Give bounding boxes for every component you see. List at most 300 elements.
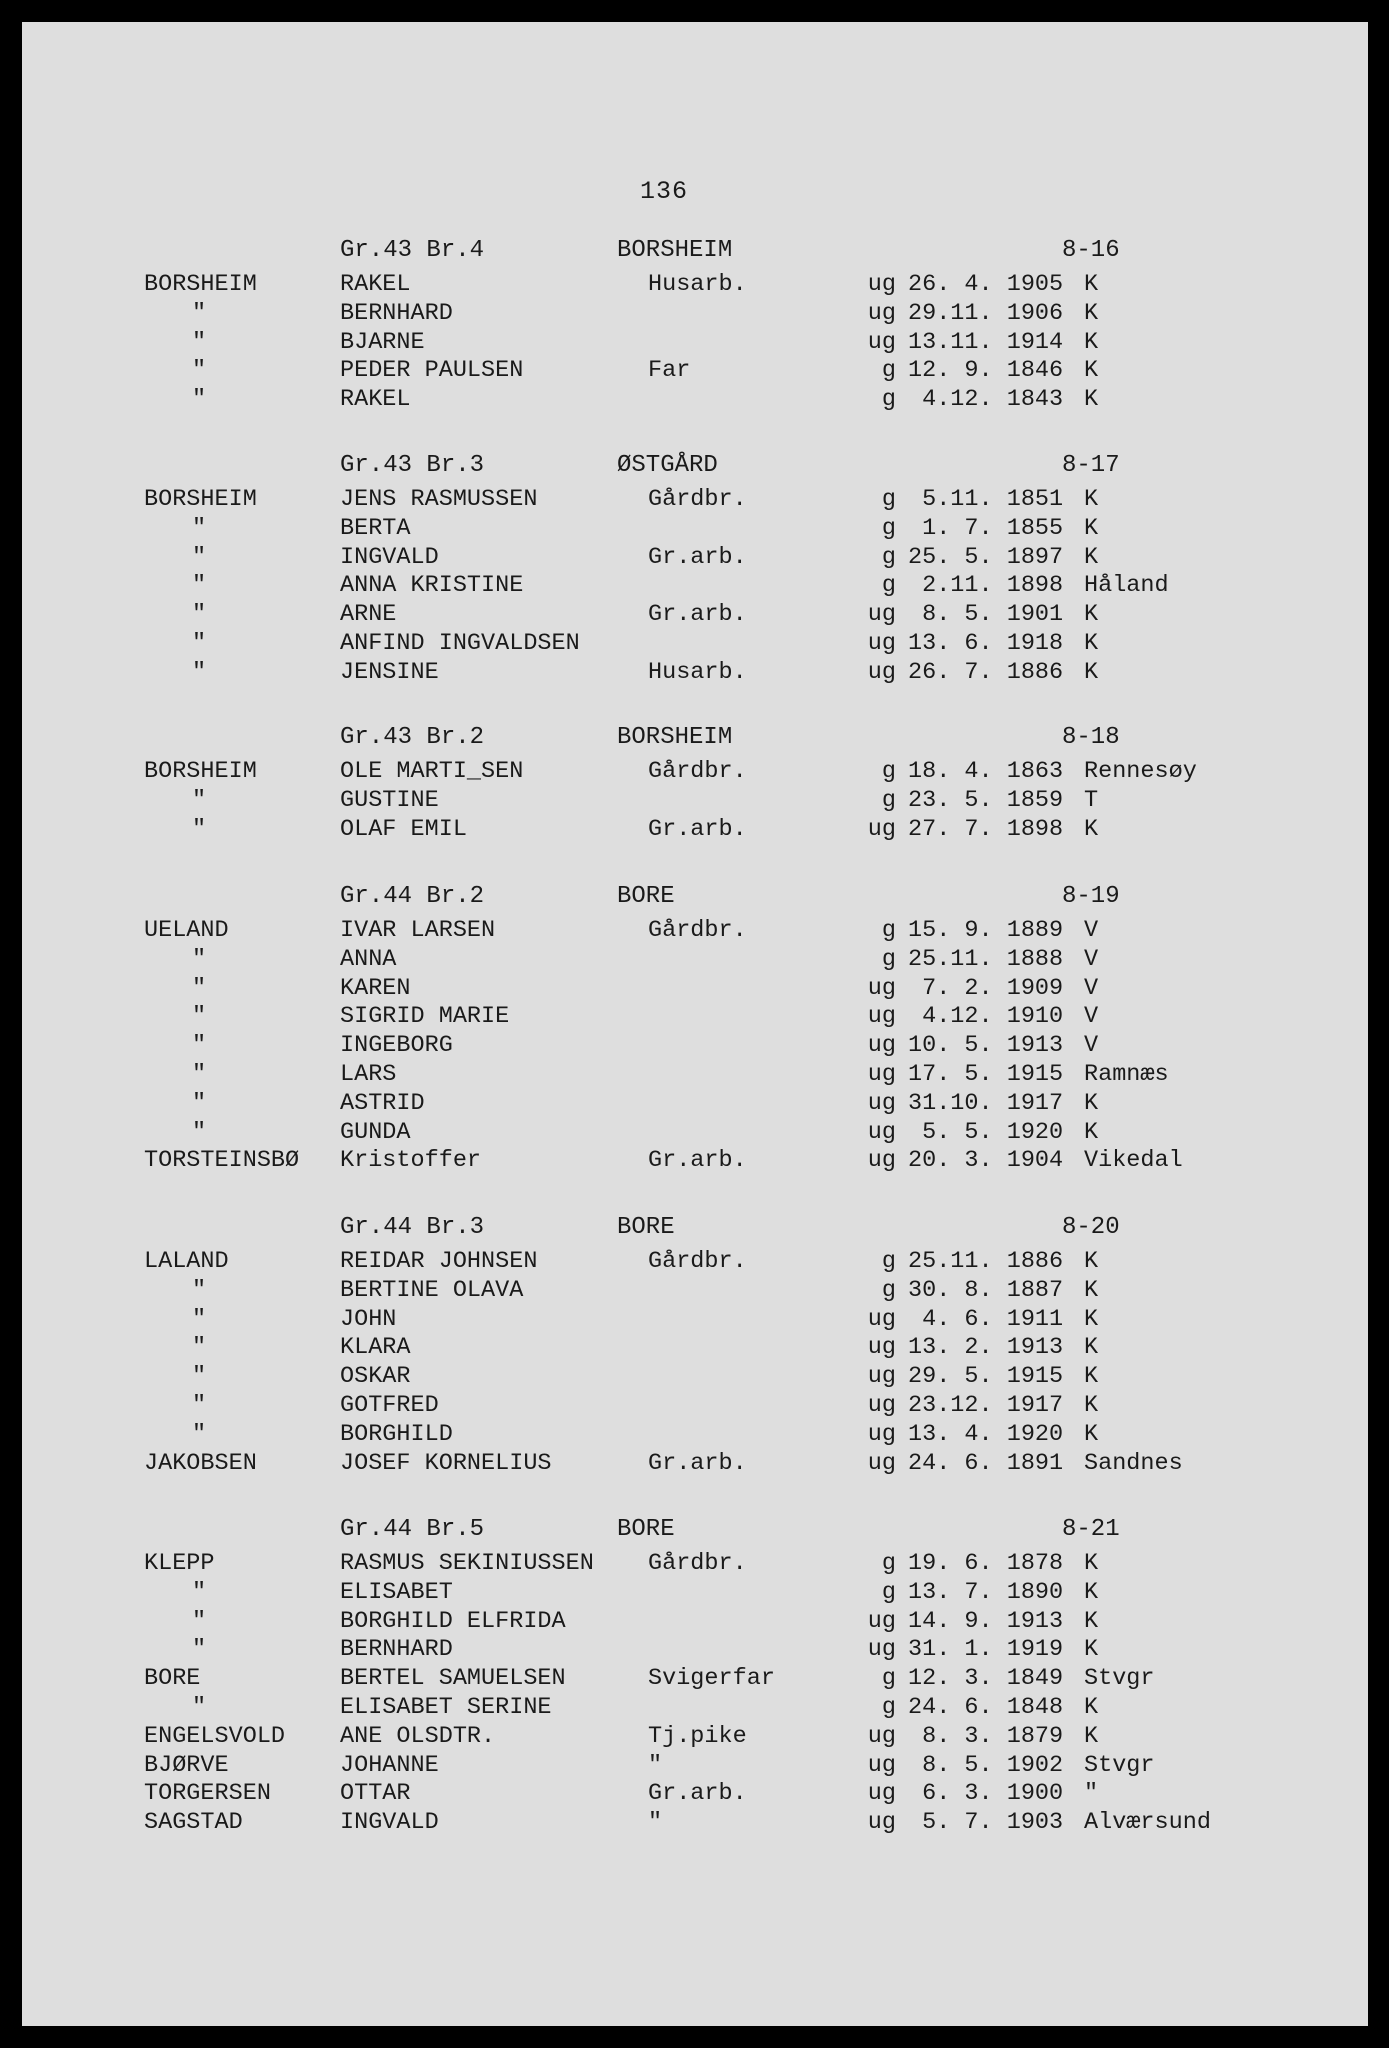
marital-status: g bbox=[881, 758, 896, 785]
occupation: Gårdbr. bbox=[648, 917, 747, 944]
given-name: BERTA bbox=[340, 514, 411, 542]
surname: KLEPP bbox=[144, 1550, 215, 1577]
person-row bbox=[22, 1392, 1368, 1421]
given-name: ARNE bbox=[340, 601, 397, 629]
given-name: GUSTINE bbox=[340, 786, 439, 814]
occupation: " bbox=[648, 1809, 663, 1837]
household-code: 8-17 bbox=[1062, 452, 1120, 479]
birth-date: 27. 7. 1898 bbox=[908, 815, 1064, 843]
birth-place: K bbox=[1084, 514, 1099, 542]
birth-date: 8. 5. 1902 bbox=[908, 1751, 1064, 1779]
surname: " bbox=[192, 328, 207, 356]
marital-status: g bbox=[881, 1248, 896, 1275]
person-row bbox=[22, 329, 1368, 358]
marital-status: g bbox=[881, 917, 896, 944]
given-name: ANNA KRISTINE bbox=[340, 572, 524, 600]
given-name: BORGHILD bbox=[340, 1420, 453, 1448]
surname: " bbox=[192, 1276, 207, 1304]
surname: " bbox=[192, 1032, 207, 1060]
birth-date: 4. 6. 1911 bbox=[908, 1305, 1064, 1333]
given-name: Kristoffer bbox=[340, 1147, 482, 1175]
occupation: Gr.arb. bbox=[648, 815, 747, 843]
household-code: 8-20 bbox=[1062, 1214, 1120, 1241]
person-row bbox=[22, 1277, 1368, 1306]
gr-br-number: Gr.44 Br.2 bbox=[340, 883, 485, 910]
surname: " bbox=[192, 1363, 207, 1391]
occupation: Husarb. bbox=[648, 658, 747, 686]
surname: " bbox=[192, 815, 207, 843]
marital-status: g bbox=[881, 543, 896, 571]
household-section bbox=[22, 452, 1368, 688]
birth-date: 10. 5. 1913 bbox=[908, 1032, 1064, 1060]
person-row bbox=[22, 917, 1368, 946]
given-name: RAKEL bbox=[340, 271, 411, 298]
surname: " bbox=[192, 974, 207, 1002]
surname: BORSHEIM bbox=[144, 486, 257, 513]
birth-date: 15. 9. 1889 bbox=[908, 917, 1064, 944]
given-name: JOHANNE bbox=[340, 1751, 439, 1779]
person-row bbox=[22, 1579, 1368, 1608]
occupation: Gr.arb. bbox=[648, 1449, 747, 1477]
gr-br-number: Gr.44 Br.5 bbox=[340, 1516, 485, 1543]
surname: BORSHEIM bbox=[144, 271, 257, 298]
surname: " bbox=[192, 1060, 207, 1088]
household-code: 8-19 bbox=[1062, 883, 1120, 910]
birth-date: 6. 3. 1900 bbox=[908, 1780, 1064, 1808]
marital-status: g bbox=[881, 1665, 896, 1693]
marital-status: g bbox=[881, 1550, 896, 1577]
person-row bbox=[22, 1119, 1368, 1148]
person-row bbox=[22, 787, 1368, 816]
section-header bbox=[22, 237, 1368, 271]
birth-place: V bbox=[1084, 945, 1099, 973]
surname: " bbox=[192, 1578, 207, 1606]
person-row bbox=[22, 659, 1368, 688]
section-header bbox=[22, 452, 1368, 486]
marital-status: ug bbox=[867, 1751, 896, 1779]
given-name: KAREN bbox=[340, 974, 411, 1002]
person-row bbox=[22, 1003, 1368, 1032]
surname: " bbox=[192, 629, 207, 657]
marital-status: ug bbox=[867, 1449, 896, 1477]
surname: " bbox=[192, 601, 207, 629]
person-row bbox=[22, 1306, 1368, 1335]
surname: " bbox=[192, 386, 207, 414]
surname: " bbox=[192, 543, 207, 571]
marital-status: ug bbox=[867, 658, 896, 686]
birth-place: K bbox=[1084, 486, 1099, 513]
given-name: ANFIND INGVALDSEN bbox=[340, 629, 580, 657]
marital-status: g bbox=[881, 1693, 896, 1721]
birth-place: K bbox=[1084, 1693, 1099, 1721]
given-name: BJARNE bbox=[340, 328, 425, 356]
marital-status: ug bbox=[867, 1363, 896, 1391]
birth-date: 4.12. 1843 bbox=[908, 386, 1064, 414]
gr-br-number: Gr.43 Br.4 bbox=[340, 237, 485, 264]
occupation: Gårdbr. bbox=[648, 1248, 747, 1275]
birth-date: 31. 1. 1919 bbox=[908, 1636, 1064, 1664]
person-row bbox=[22, 1780, 1368, 1809]
person-row bbox=[22, 1665, 1368, 1694]
marital-status: ug bbox=[867, 1420, 896, 1448]
marital-status: g bbox=[881, 786, 896, 814]
given-name: BORGHILD ELFRIDA bbox=[340, 1607, 566, 1635]
person-row bbox=[22, 1061, 1368, 1090]
given-name: INGEBORG bbox=[340, 1032, 453, 1060]
birth-date: 25.11. 1886 bbox=[908, 1248, 1064, 1275]
marital-status: ug bbox=[867, 1722, 896, 1750]
section-header bbox=[22, 1516, 1368, 1550]
person-row bbox=[22, 1032, 1368, 1061]
birth-place: K bbox=[1084, 1636, 1099, 1664]
birth-place: K bbox=[1084, 1118, 1099, 1146]
marital-status: ug bbox=[867, 1334, 896, 1362]
birth-place: K bbox=[1084, 1363, 1099, 1391]
marital-status: g bbox=[881, 357, 896, 385]
birth-place: K bbox=[1084, 1248, 1099, 1275]
surname: " bbox=[192, 1003, 207, 1031]
birth-place: K bbox=[1084, 386, 1099, 414]
birth-date: 23. 5. 1859 bbox=[908, 786, 1064, 814]
person-row bbox=[22, 1809, 1368, 1838]
given-name: ELISABET bbox=[340, 1578, 453, 1606]
birth-date: 1. 7. 1855 bbox=[908, 514, 1064, 542]
birth-place: K bbox=[1084, 1722, 1099, 1750]
marital-status: ug bbox=[867, 1780, 896, 1808]
birth-place: K bbox=[1084, 1420, 1099, 1448]
person-row bbox=[22, 544, 1368, 573]
birth-place: K bbox=[1084, 328, 1099, 356]
birth-date: 29.11. 1906 bbox=[908, 299, 1064, 327]
person-row bbox=[22, 1550, 1368, 1579]
surname: " bbox=[192, 1693, 207, 1721]
marital-status: ug bbox=[867, 1636, 896, 1664]
birth-date: 2.11. 1898 bbox=[908, 572, 1064, 600]
given-name: BERNHARD bbox=[340, 299, 453, 327]
given-name: ASTRID bbox=[340, 1089, 425, 1117]
given-name: RAKEL bbox=[340, 386, 411, 414]
person-row bbox=[22, 758, 1368, 787]
person-row bbox=[22, 630, 1368, 659]
marital-status: g bbox=[881, 386, 896, 414]
given-name: OLAF EMIL bbox=[340, 815, 467, 843]
surname: " bbox=[192, 1607, 207, 1635]
birth-place: Alværsund bbox=[1084, 1809, 1211, 1837]
marital-status: g bbox=[881, 572, 896, 600]
person-row bbox=[22, 1147, 1368, 1176]
surname: JAKOBSEN bbox=[144, 1449, 257, 1477]
birth-date: 26. 7. 1886 bbox=[908, 658, 1064, 686]
given-name: BERNHARD bbox=[340, 1636, 453, 1664]
household-section bbox=[22, 1516, 1368, 1838]
marital-status: ug bbox=[867, 1118, 896, 1146]
birth-place: Rennesøy bbox=[1084, 758, 1197, 785]
farm-name: ØSTGÅRD bbox=[617, 452, 718, 479]
given-name: INGVALD bbox=[340, 543, 439, 571]
given-name: OSKAR bbox=[340, 1363, 411, 1391]
surname: " bbox=[192, 1305, 207, 1333]
occupation: Svigerfar bbox=[648, 1665, 775, 1693]
birth-place: K bbox=[1084, 1391, 1099, 1419]
person-row bbox=[22, 300, 1368, 329]
marital-status: g bbox=[881, 1276, 896, 1304]
marital-status: ug bbox=[867, 815, 896, 843]
birth-place: K bbox=[1084, 1607, 1099, 1635]
marital-status: g bbox=[881, 1578, 896, 1606]
birth-place: V bbox=[1084, 917, 1099, 944]
given-name: RASMUS SEKINIUSSEN bbox=[340, 1550, 594, 1577]
surname: BORSHEIM bbox=[144, 758, 257, 785]
given-name: JENSINE bbox=[340, 658, 439, 686]
birth-date: 12. 9. 1846 bbox=[908, 357, 1064, 385]
given-name: GOTFRED bbox=[340, 1391, 439, 1419]
given-name: INGVALD bbox=[340, 1809, 439, 1837]
section-header bbox=[22, 1214, 1368, 1248]
birth-place: K bbox=[1084, 1089, 1099, 1117]
birth-place: K bbox=[1084, 271, 1099, 298]
person-row bbox=[22, 816, 1368, 845]
birth-place: V bbox=[1084, 1003, 1099, 1031]
household-code: 8-18 bbox=[1062, 724, 1120, 751]
birth-place: Ramnæs bbox=[1084, 1060, 1169, 1088]
marital-status: ug bbox=[867, 299, 896, 327]
person-row bbox=[22, 1636, 1368, 1665]
birth-place: K bbox=[1084, 1334, 1099, 1362]
farm-name: BORSHEIM bbox=[617, 724, 733, 751]
given-name: JOHN bbox=[340, 1305, 397, 1333]
gr-br-number: Gr.43 Br.2 bbox=[340, 724, 485, 751]
person-row bbox=[22, 515, 1368, 544]
marital-status: ug bbox=[867, 328, 896, 356]
surname: " bbox=[192, 658, 207, 686]
person-row bbox=[22, 1723, 1368, 1752]
marital-status: ug bbox=[867, 1089, 896, 1117]
marital-status: ug bbox=[867, 974, 896, 1002]
person-row bbox=[22, 1608, 1368, 1637]
given-name: ANE OLSDTR. bbox=[340, 1722, 496, 1750]
birth-date: 7. 2. 1909 bbox=[908, 974, 1064, 1002]
farm-name: BORE bbox=[617, 1214, 675, 1241]
marital-status: ug bbox=[867, 1032, 896, 1060]
surname: TORGERSEN bbox=[144, 1780, 271, 1808]
surname: " bbox=[192, 299, 207, 327]
given-name: ELISABET SERINE bbox=[340, 1693, 552, 1721]
birth-date: 5.11. 1851 bbox=[908, 486, 1064, 513]
surname: BJØRVE bbox=[144, 1751, 229, 1779]
surname: " bbox=[192, 357, 207, 385]
person-row bbox=[22, 357, 1368, 386]
section-header bbox=[22, 724, 1368, 758]
marital-status: ug bbox=[867, 1305, 896, 1333]
birth-place: Stvgr bbox=[1084, 1665, 1155, 1693]
birth-date: 13.11. 1914 bbox=[908, 328, 1064, 356]
birth-place: V bbox=[1084, 974, 1099, 1002]
person-row bbox=[22, 1752, 1368, 1781]
birth-date: 17. 5. 1915 bbox=[908, 1060, 1064, 1088]
birth-date: 14. 9. 1913 bbox=[908, 1607, 1064, 1635]
given-name: SIGRID MARIE bbox=[340, 1003, 510, 1031]
given-name: KLARA bbox=[340, 1334, 411, 1362]
birth-date: 8. 3. 1879 bbox=[908, 1722, 1064, 1750]
surname: LALAND bbox=[144, 1248, 229, 1275]
household-code: 8-16 bbox=[1062, 237, 1120, 264]
birth-date: 13. 4. 1920 bbox=[908, 1420, 1064, 1448]
given-name: JOSEF KORNELIUS bbox=[340, 1449, 552, 1477]
person-row bbox=[22, 946, 1368, 975]
person-row bbox=[22, 1694, 1368, 1723]
occupation: Gårdbr. bbox=[648, 486, 747, 513]
given-name: LARS bbox=[340, 1060, 397, 1088]
birth-date: 13. 6. 1918 bbox=[908, 629, 1064, 657]
household-code: 8-21 bbox=[1062, 1516, 1120, 1543]
person-row bbox=[22, 486, 1368, 515]
gr-br-number: Gr.43 Br.3 bbox=[340, 452, 485, 479]
birth-place: K bbox=[1084, 1305, 1099, 1333]
surname: " bbox=[192, 945, 207, 973]
given-name: IVAR LARSEN bbox=[340, 917, 496, 944]
person-row bbox=[22, 271, 1368, 300]
surname: " bbox=[192, 786, 207, 814]
marital-status: ug bbox=[867, 629, 896, 657]
household-section bbox=[22, 1214, 1368, 1478]
occupation: Gårdbr. bbox=[648, 758, 747, 785]
given-name: REIDAR JOHNSEN bbox=[340, 1248, 538, 1275]
person-row bbox=[22, 1334, 1368, 1363]
page-number: 136 bbox=[640, 177, 689, 206]
given-name: BERTEL SAMUELSEN bbox=[340, 1665, 566, 1693]
birth-place: T bbox=[1084, 786, 1099, 814]
birth-date: 13. 7. 1890 bbox=[908, 1578, 1064, 1606]
person-row bbox=[22, 572, 1368, 601]
marital-status: g bbox=[881, 486, 896, 513]
surname: " bbox=[192, 1391, 207, 1419]
surname: " bbox=[192, 1334, 207, 1362]
person-row bbox=[22, 1248, 1368, 1277]
surname: UELAND bbox=[144, 917, 229, 944]
birth-date: 30. 8. 1887 bbox=[908, 1276, 1064, 1304]
birth-date: 23.12. 1917 bbox=[908, 1391, 1064, 1419]
given-name: BERTINE OLAVA bbox=[340, 1276, 524, 1304]
household-section bbox=[22, 724, 1368, 844]
birth-place: K bbox=[1084, 629, 1099, 657]
birth-place: Sandnes bbox=[1084, 1449, 1183, 1477]
marital-status: ug bbox=[867, 601, 896, 629]
surname: BORE bbox=[144, 1665, 201, 1693]
given-name: OLE MARTI_SEN bbox=[340, 758, 524, 785]
surname: " bbox=[192, 1118, 207, 1146]
given-name: ANNA bbox=[340, 945, 397, 973]
surname: SAGSTAD bbox=[144, 1809, 243, 1837]
birth-place: Vikedal bbox=[1084, 1147, 1183, 1175]
section-header bbox=[22, 883, 1368, 917]
birth-date: 24. 6. 1891 bbox=[908, 1449, 1064, 1477]
birth-place: Stvgr bbox=[1084, 1751, 1155, 1779]
birth-place: K bbox=[1084, 815, 1099, 843]
given-name: OTTAR bbox=[340, 1780, 411, 1808]
farm-name: BORE bbox=[617, 883, 675, 910]
household-section bbox=[22, 237, 1368, 415]
birth-place: K bbox=[1084, 357, 1099, 385]
person-row bbox=[22, 601, 1368, 630]
birth-date: 18. 4. 1863 bbox=[908, 758, 1064, 785]
surname: TORSTEINSBØ bbox=[144, 1147, 300, 1175]
birth-place: K bbox=[1084, 299, 1099, 327]
person-row bbox=[22, 386, 1368, 415]
birth-date: 5. 7. 1903 bbox=[908, 1809, 1064, 1837]
marital-status: ug bbox=[867, 1147, 896, 1175]
birth-date: 12. 3. 1849 bbox=[908, 1665, 1064, 1693]
birth-place: K bbox=[1084, 601, 1099, 629]
marital-status: g bbox=[881, 945, 896, 973]
birth-date: 4.12. 1910 bbox=[908, 1003, 1064, 1031]
birth-place: V bbox=[1084, 1032, 1099, 1060]
marital-status: ug bbox=[867, 1809, 896, 1837]
household-section bbox=[22, 883, 1368, 1176]
birth-date: 13. 2. 1913 bbox=[908, 1334, 1064, 1362]
birth-place: K bbox=[1084, 543, 1099, 571]
occupation: Gr.arb. bbox=[648, 1147, 747, 1175]
person-row bbox=[22, 1421, 1368, 1450]
farm-name: BORSHEIM bbox=[617, 237, 733, 264]
birth-date: 20. 3. 1904 bbox=[908, 1147, 1064, 1175]
marital-status: ug bbox=[867, 1391, 896, 1419]
birth-date: 25.11. 1888 bbox=[908, 945, 1064, 973]
surname: " bbox=[192, 572, 207, 600]
marital-status: g bbox=[881, 514, 896, 542]
given-name: JENS RASMUSSEN bbox=[340, 486, 538, 513]
occupation: Gårdbr. bbox=[648, 1550, 747, 1577]
marital-status: ug bbox=[867, 1003, 896, 1031]
surname: " bbox=[192, 1420, 207, 1448]
birth-date: 29. 5. 1915 bbox=[908, 1363, 1064, 1391]
gr-br-number: Gr.44 Br.3 bbox=[340, 1214, 485, 1241]
occupation: Far bbox=[648, 357, 691, 385]
birth-date: 25. 5. 1897 bbox=[908, 543, 1064, 571]
occupation: Gr.arb. bbox=[648, 1780, 747, 1808]
birth-place: K bbox=[1084, 1276, 1099, 1304]
surname: " bbox=[192, 514, 207, 542]
occupation: Gr.arb. bbox=[648, 601, 747, 629]
birth-place: K bbox=[1084, 658, 1099, 686]
birth-place: K bbox=[1084, 1578, 1099, 1606]
birth-date: 8. 5. 1901 bbox=[908, 601, 1064, 629]
surname: ENGELSVOLD bbox=[144, 1722, 286, 1750]
farm-name: BORE bbox=[617, 1516, 675, 1543]
marital-status: ug bbox=[867, 1060, 896, 1088]
person-row bbox=[22, 1450, 1368, 1479]
document-page bbox=[22, 22, 1368, 2026]
given-name: GUNDA bbox=[340, 1118, 411, 1146]
given-name: PEDER PAULSEN bbox=[340, 357, 524, 385]
birth-place: " bbox=[1084, 1780, 1099, 1808]
occupation: Tj.pike bbox=[648, 1722, 747, 1750]
birth-date: 5. 5. 1920 bbox=[908, 1118, 1064, 1146]
birth-date: 19. 6. 1878 bbox=[908, 1550, 1064, 1577]
occupation: " bbox=[648, 1751, 663, 1779]
marital-status: ug bbox=[867, 1607, 896, 1635]
surname: " bbox=[192, 1089, 207, 1117]
birth-date: 24. 6. 1848 bbox=[908, 1693, 1064, 1721]
surname: " bbox=[192, 1636, 207, 1664]
birth-place: K bbox=[1084, 1550, 1099, 1577]
marital-status: ug bbox=[867, 271, 896, 298]
birth-date: 31.10. 1917 bbox=[908, 1089, 1064, 1117]
person-row bbox=[22, 1090, 1368, 1119]
birth-place: Håland bbox=[1084, 572, 1169, 600]
occupation: Husarb. bbox=[648, 271, 747, 298]
birth-date: 26. 4. 1905 bbox=[908, 271, 1064, 298]
occupation: Gr.arb. bbox=[648, 543, 747, 571]
